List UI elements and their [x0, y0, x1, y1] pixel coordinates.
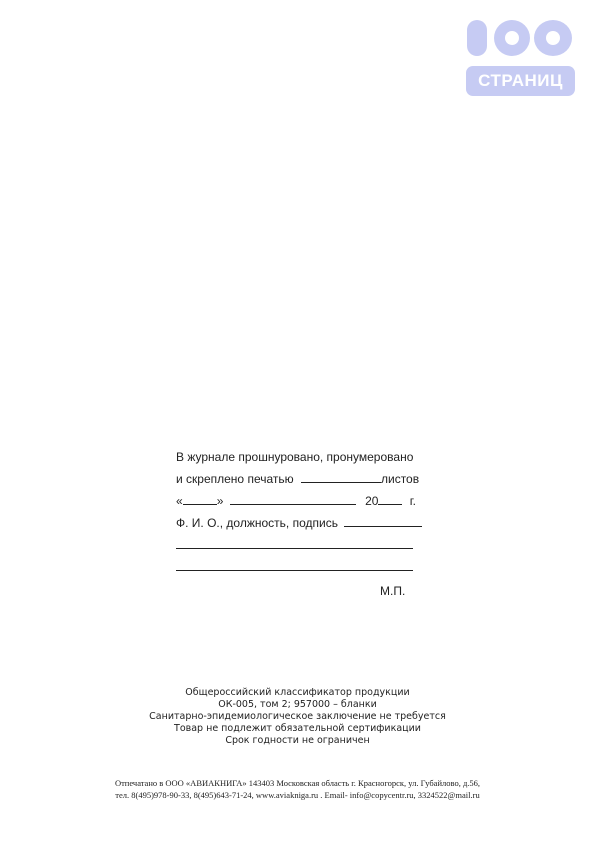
binding-line-1: В журнале прошнуровано, пронумеровано — [176, 450, 414, 464]
signature-field[interactable] — [344, 515, 422, 527]
printer-footer — [0, 777, 595, 801]
logo-digit-0 — [534, 20, 572, 56]
year-field[interactable] — [378, 493, 402, 505]
month-field[interactable] — [230, 493, 356, 505]
binding-line-2-prefix: и скреплено печатью — [176, 472, 294, 486]
signature-line — [176, 512, 426, 534]
blank-rule-1[interactable] — [176, 534, 413, 549]
day-field[interactable] — [183, 493, 217, 505]
blank-line-1 — [176, 534, 426, 556]
date-line — [176, 490, 426, 512]
info-line: Срок годности не ограничен — [225, 735, 370, 746]
blank-line-2 — [176, 556, 426, 578]
logo-digit-0 — [494, 20, 530, 56]
product-info — [0, 687, 595, 747]
logo-word: СТРАНИЦ — [466, 66, 575, 96]
printer-contacts: тел. 8(495)978-90-33, 8(495)643-71-24, www.aviaknigа.ru . Email- info@copycentr.ru, 3324522@mail.ru — [115, 790, 480, 800]
date-open-quote: « — [176, 494, 183, 508]
binding-line-2-suffix: листов — [380, 472, 420, 486]
blank-rule-2[interactable] — [176, 556, 413, 571]
sheets-count-field[interactable] — [301, 471, 381, 483]
binding-certification-block — [176, 446, 426, 578]
info-line: Товар не подлежит обязательной сертификации — [174, 723, 421, 734]
binding-line-2 — [176, 468, 426, 490]
logo-number — [466, 20, 575, 62]
info-line: Общероссийский классификатор продукции — [185, 687, 410, 698]
year-suffix: г. — [409, 494, 417, 508]
logo-100-stranits — [466, 20, 575, 97]
date-close-quote: » — [216, 494, 224, 508]
stamp-place-label: М.П. — [380, 584, 406, 598]
printer-address: Отпечатано в ООО «АВИАКНИГА» 143403 Московская область г. Красногорск, ул. Губайлово, д.56, — [114, 778, 481, 788]
signature-label: Ф. И. О., должность, подпись — [176, 516, 338, 530]
info-line: ОК-005, том 2; 957000 – бланки — [218, 699, 377, 710]
year-prefix: 20 — [365, 494, 379, 508]
info-line: Санитарно-эпидемиологическое заключение не требуется — [149, 711, 446, 722]
logo-digit-1 — [467, 20, 487, 56]
